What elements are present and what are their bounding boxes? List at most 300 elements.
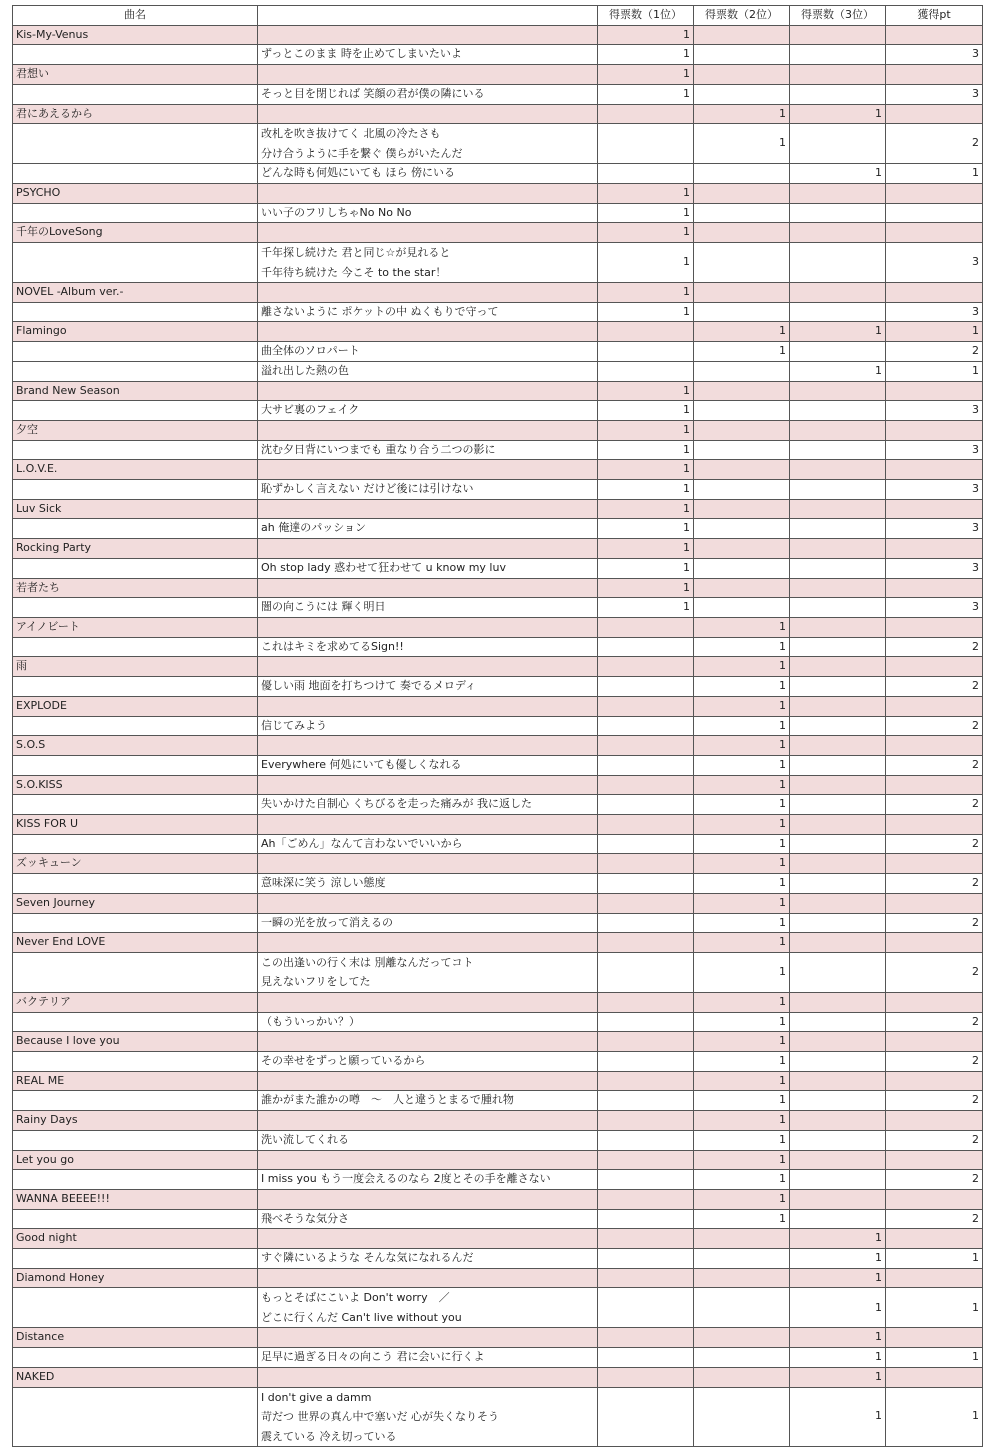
votes-1st-cell[interactable] [598,342,694,362]
song-title-cell[interactable] [13,84,258,104]
votes-1st-cell[interactable]: 1 [598,45,694,65]
votes-2nd-cell[interactable]: 1 [694,1209,790,1229]
votes-1st-cell[interactable] [598,913,694,933]
lyric-cell[interactable] [258,401,598,421]
points-cell[interactable] [886,25,983,45]
votes-2nd-cell[interactable] [694,1328,790,1348]
votes-2nd-cell[interactable]: 1 [694,1170,790,1190]
votes-3rd-cell[interactable]: 1 [790,322,886,342]
lyric-cell[interactable] [258,834,598,854]
points-cell[interactable]: 2 [886,1052,983,1072]
lyric-cell[interactable] [258,933,598,953]
votes-3rd-cell[interactable] [790,480,886,500]
votes-1st-cell[interactable]: 1 [598,519,694,539]
lyric-cell[interactable] [258,795,598,815]
points-cell[interactable]: 1 [886,1288,983,1328]
points-cell[interactable]: 2 [886,124,983,164]
song-title-cell[interactable]: KISS FOR U [13,815,258,835]
votes-3rd-cell[interactable] [790,952,886,992]
points-cell[interactable] [886,381,983,401]
song-title-cell[interactable]: NOVEL -Album ver.- [13,283,258,303]
lyric-cell[interactable] [258,381,598,401]
votes-3rd-cell[interactable] [790,755,886,775]
song-title-cell[interactable] [13,1348,258,1368]
song-title-cell[interactable] [13,795,258,815]
song-title-cell[interactable] [13,1170,258,1190]
votes-1st-cell[interactable] [598,795,694,815]
votes-3rd-cell[interactable] [790,1071,886,1091]
votes-3rd-cell[interactable]: 1 [790,1229,886,1249]
points-cell[interactable]: 2 [886,874,983,894]
song-title-cell[interactable]: L.O.V.E. [13,460,258,480]
votes-2nd-cell[interactable]: 1 [694,992,790,1012]
song-title-cell[interactable] [13,302,258,322]
points-cell[interactable] [886,223,983,243]
song-title-cell[interactable] [13,1091,258,1111]
votes-2nd-cell[interactable]: 1 [694,1052,790,1072]
lyric-cell[interactable] [258,558,598,578]
votes-2nd-cell[interactable]: 1 [694,1189,790,1209]
votes-1st-cell[interactable]: 1 [598,381,694,401]
votes-2nd-cell[interactable] [694,598,790,618]
votes-3rd-cell[interactable] [790,696,886,716]
points-cell[interactable]: 3 [886,45,983,65]
header-points[interactable]: 獲得pt [886,6,983,26]
votes-2nd-cell[interactable] [694,45,790,65]
points-cell[interactable]: 2 [886,342,983,362]
song-title-cell[interactable]: アイノビート [13,617,258,637]
points-cell[interactable] [886,420,983,440]
votes-1st-cell[interactable] [598,1189,694,1209]
votes-3rd-cell[interactable] [790,283,886,303]
votes-2nd-cell[interactable]: 1 [694,775,790,795]
votes-3rd-cell[interactable] [790,716,886,736]
points-cell[interactable] [886,617,983,637]
votes-2nd-cell[interactable]: 1 [694,1071,790,1091]
votes-1st-cell[interactable]: 1 [598,598,694,618]
votes-3rd-cell[interactable] [790,933,886,953]
lyric-cell[interactable] [258,696,598,716]
song-title-cell[interactable]: 若者たち [13,578,258,598]
song-title-cell[interactable]: ズッキューン [13,854,258,874]
votes-2nd-cell[interactable] [694,1367,790,1387]
song-title-cell[interactable] [13,1130,258,1150]
votes-2nd-cell[interactable]: 1 [694,1091,790,1111]
votes-3rd-cell[interactable] [790,657,886,677]
votes-2nd-cell[interactable] [694,519,790,539]
lyric-cell[interactable] [258,1150,598,1170]
song-title-cell[interactable] [13,677,258,697]
votes-3rd-cell[interactable] [790,183,886,203]
votes-2nd-cell[interactable] [694,243,790,283]
votes-1st-cell[interactable] [598,933,694,953]
points-cell[interactable]: 3 [886,243,983,283]
votes-2nd-cell[interactable]: 1 [694,952,790,992]
votes-1st-cell[interactable] [598,1328,694,1348]
votes-2nd-cell[interactable]: 1 [694,322,790,342]
votes-2nd-cell[interactable]: 1 [694,696,790,716]
votes-2nd-cell[interactable] [694,381,790,401]
song-title-cell[interactable]: Because I love you [13,1032,258,1052]
votes-1st-cell[interactable]: 1 [598,420,694,440]
song-title-cell[interactable] [13,203,258,223]
votes-1st-cell[interactable]: 1 [598,558,694,578]
lyric-cell[interactable] [258,440,598,460]
votes-1st-cell[interactable]: 1 [598,578,694,598]
votes-3rd-cell[interactable]: 1 [790,1288,886,1328]
lyric-cell[interactable] [258,361,598,381]
song-title-cell[interactable]: Seven Journey [13,893,258,913]
lyric-cell[interactable] [258,775,598,795]
song-title-cell[interactable] [13,519,258,539]
votes-3rd-cell[interactable]: 1 [790,104,886,124]
song-title-cell[interactable]: Flamingo [13,322,258,342]
points-cell[interactable] [886,1229,983,1249]
votes-3rd-cell[interactable]: 1 [790,1367,886,1387]
votes-1st-cell[interactable] [598,992,694,1012]
lyric-cell[interactable] [258,1052,598,1072]
lyric-cell[interactable] [258,480,598,500]
points-cell[interactable] [886,893,983,913]
header-song-name[interactable]: 曲名 [13,6,258,26]
votes-1st-cell[interactable] [598,657,694,677]
votes-1st-cell[interactable] [598,834,694,854]
song-title-cell[interactable]: S.O.S [13,736,258,756]
votes-1st-cell[interactable] [598,1091,694,1111]
song-title-cell[interactable] [13,45,258,65]
votes-2nd-cell[interactable]: 1 [694,834,790,854]
votes-1st-cell[interactable] [598,1150,694,1170]
votes-2nd-cell[interactable] [694,183,790,203]
song-title-cell[interactable]: 雨 [13,657,258,677]
votes-3rd-cell[interactable] [790,440,886,460]
votes-3rd-cell[interactable] [790,84,886,104]
votes-3rd-cell[interactable] [790,460,886,480]
lyric-cell[interactable] [258,104,598,124]
song-title-cell[interactable] [13,1249,258,1269]
votes-3rd-cell[interactable]: 1 [790,1348,886,1368]
lyric-cell[interactable] [258,657,598,677]
points-cell[interactable]: 2 [886,834,983,854]
song-title-cell[interactable]: EXPLODE [13,696,258,716]
points-cell[interactable] [886,539,983,559]
song-title-cell[interactable]: 君にあえるから [13,104,258,124]
votes-3rd-cell[interactable] [790,834,886,854]
votes-3rd-cell[interactable] [790,65,886,85]
song-title-cell[interactable]: Brand New Season [13,381,258,401]
votes-2nd-cell[interactable]: 1 [694,657,790,677]
votes-3rd-cell[interactable]: 1 [790,1387,886,1447]
votes-3rd-cell[interactable] [790,1091,886,1111]
song-title-cell[interactable] [13,913,258,933]
points-cell[interactable] [886,1189,983,1209]
votes-1st-cell[interactable] [598,755,694,775]
header-votes-3rd[interactable]: 得票数（3位） [790,6,886,26]
points-cell[interactable]: 2 [886,1170,983,1190]
lyric-cell[interactable] [258,539,598,559]
votes-3rd-cell[interactable] [790,342,886,362]
votes-1st-cell[interactable] [598,322,694,342]
points-cell[interactable]: 2 [886,755,983,775]
votes-2nd-cell[interactable]: 1 [694,933,790,953]
votes-3rd-cell[interactable] [790,302,886,322]
lyric-cell[interactable] [258,1328,598,1348]
points-cell[interactable] [886,775,983,795]
votes-2nd-cell[interactable] [694,361,790,381]
lyric-cell[interactable] [258,1071,598,1091]
song-title-cell[interactable]: 君想い [13,65,258,85]
points-cell[interactable] [886,657,983,677]
votes-2nd-cell[interactable]: 1 [694,104,790,124]
votes-3rd-cell[interactable] [790,775,886,795]
votes-3rd-cell[interactable] [790,539,886,559]
votes-1st-cell[interactable] [598,1387,694,1447]
votes-1st-cell[interactable] [598,736,694,756]
points-cell[interactable] [886,65,983,85]
song-title-cell[interactable] [13,598,258,618]
votes-2nd-cell[interactable]: 1 [694,755,790,775]
votes-2nd-cell[interactable] [694,164,790,184]
votes-1st-cell[interactable]: 1 [598,440,694,460]
votes-2nd-cell[interactable]: 1 [694,1032,790,1052]
votes-3rd-cell[interactable]: 1 [790,1268,886,1288]
points-cell[interactable] [886,104,983,124]
votes-2nd-cell[interactable]: 1 [694,1012,790,1032]
song-title-cell[interactable] [13,716,258,736]
points-cell[interactable] [886,1032,983,1052]
votes-1st-cell[interactable] [598,1052,694,1072]
points-cell[interactable] [886,578,983,598]
votes-1st-cell[interactable] [598,854,694,874]
points-cell[interactable]: 2 [886,1130,983,1150]
votes-2nd-cell[interactable] [694,1348,790,1368]
lyric-cell[interactable] [258,183,598,203]
lyric-cell[interactable] [258,1348,598,1368]
votes-1st-cell[interactable] [598,775,694,795]
votes-2nd-cell[interactable] [694,420,790,440]
song-title-cell[interactable] [13,1052,258,1072]
points-cell[interactable] [886,203,983,223]
votes-1st-cell[interactable] [598,617,694,637]
votes-3rd-cell[interactable] [790,1189,886,1209]
votes-1st-cell[interactable]: 1 [598,65,694,85]
votes-2nd-cell[interactable]: 1 [694,1150,790,1170]
lyric-cell[interactable] [258,617,598,637]
votes-1st-cell[interactable] [598,1032,694,1052]
votes-3rd-cell[interactable] [790,1012,886,1032]
votes-3rd-cell[interactable] [790,1052,886,1072]
votes-2nd-cell[interactable] [694,480,790,500]
votes-3rd-cell[interactable]: 1 [790,1249,886,1269]
points-cell[interactable] [886,1150,983,1170]
lyric-cell[interactable] [258,1032,598,1052]
votes-1st-cell[interactable]: 1 [598,401,694,421]
votes-2nd-cell[interactable]: 1 [694,342,790,362]
votes-3rd-cell[interactable]: 1 [790,361,886,381]
votes-3rd-cell[interactable]: 1 [790,164,886,184]
lyric-cell[interactable] [258,243,598,283]
votes-3rd-cell[interactable] [790,1150,886,1170]
song-title-cell[interactable]: Kis-My-Venus [13,25,258,45]
votes-3rd-cell[interactable] [790,815,886,835]
votes-3rd-cell[interactable] [790,203,886,223]
song-title-cell[interactable] [13,834,258,854]
lyric-cell[interactable] [258,913,598,933]
song-title-cell[interactable] [13,637,258,657]
votes-1st-cell[interactable] [598,361,694,381]
lyric-cell[interactable] [258,164,598,184]
votes-3rd-cell[interactable] [790,1130,886,1150]
votes-3rd-cell[interactable] [790,243,886,283]
votes-2nd-cell[interactable] [694,440,790,460]
song-title-cell[interactable]: PSYCHO [13,183,258,203]
points-cell[interactable]: 2 [886,913,983,933]
votes-1st-cell[interactable]: 1 [598,480,694,500]
lyric-cell[interactable] [258,1189,598,1209]
votes-1st-cell[interactable]: 1 [598,460,694,480]
song-title-cell[interactable]: REAL ME [13,1071,258,1091]
lyric-cell[interactable] [258,519,598,539]
song-title-cell[interactable] [13,874,258,894]
votes-2nd-cell[interactable] [694,499,790,519]
votes-1st-cell[interactable]: 1 [598,183,694,203]
song-title-cell[interactable] [13,401,258,421]
votes-3rd-cell[interactable] [790,598,886,618]
lyric-cell[interactable] [258,223,598,243]
header-lyric[interactable] [258,6,598,26]
votes-1st-cell[interactable] [598,952,694,992]
points-cell[interactable] [886,815,983,835]
lyric-cell[interactable] [258,203,598,223]
votes-1st-cell[interactable] [598,1111,694,1131]
song-title-cell[interactable] [13,1288,258,1328]
lyric-cell[interactable] [258,736,598,756]
votes-1st-cell[interactable] [598,815,694,835]
votes-2nd-cell[interactable] [694,1387,790,1447]
votes-3rd-cell[interactable] [790,45,886,65]
lyric-cell[interactable] [258,815,598,835]
lyric-cell[interactable] [258,65,598,85]
votes-1st-cell[interactable] [598,637,694,657]
votes-1st-cell[interactable] [598,164,694,184]
votes-2nd-cell[interactable] [694,223,790,243]
lyric-cell[interactable] [258,342,598,362]
lyric-cell[interactable] [258,637,598,657]
lyric-cell[interactable] [258,1170,598,1190]
votes-3rd-cell[interactable] [790,677,886,697]
points-cell[interactable]: 2 [886,677,983,697]
votes-2nd-cell[interactable]: 1 [694,677,790,697]
votes-2nd-cell[interactable] [694,65,790,85]
votes-2nd-cell[interactable] [694,578,790,598]
votes-2nd-cell[interactable] [694,1249,790,1269]
votes-1st-cell[interactable]: 1 [598,243,694,283]
votes-3rd-cell[interactable] [790,1111,886,1131]
points-cell[interactable] [886,183,983,203]
votes-2nd-cell[interactable]: 1 [694,795,790,815]
votes-3rd-cell[interactable] [790,992,886,1012]
points-cell[interactable]: 1 [886,1348,983,1368]
votes-3rd-cell[interactable] [790,617,886,637]
votes-3rd-cell[interactable]: 1 [790,1328,886,1348]
song-title-cell[interactable]: Let you go [13,1150,258,1170]
points-cell[interactable] [886,460,983,480]
song-title-cell[interactable]: 夕空 [13,420,258,440]
votes-1st-cell[interactable] [598,1130,694,1150]
votes-3rd-cell[interactable] [790,1032,886,1052]
points-cell[interactable]: 3 [886,480,983,500]
song-title-cell[interactable] [13,440,258,460]
votes-3rd-cell[interactable] [790,854,886,874]
votes-3rd-cell[interactable] [790,736,886,756]
points-cell[interactable] [886,933,983,953]
votes-2nd-cell[interactable]: 1 [694,893,790,913]
votes-3rd-cell[interactable] [790,499,886,519]
votes-2nd-cell[interactable] [694,1288,790,1328]
lyric-cell[interactable] [258,420,598,440]
points-cell[interactable]: 3 [886,519,983,539]
points-cell[interactable] [886,1071,983,1091]
votes-2nd-cell[interactable] [694,203,790,223]
song-title-cell[interactable]: S.O.KISS [13,775,258,795]
points-cell[interactable]: 3 [886,401,983,421]
song-title-cell[interactable] [13,1387,258,1447]
song-title-cell[interactable] [13,1012,258,1032]
votes-1st-cell[interactable]: 1 [598,302,694,322]
points-cell[interactable] [886,283,983,303]
votes-3rd-cell[interactable] [790,1209,886,1229]
lyric-cell[interactable] [258,1229,598,1249]
votes-1st-cell[interactable] [598,1367,694,1387]
votes-2nd-cell[interactable] [694,539,790,559]
points-cell[interactable]: 1 [886,1387,983,1447]
lyric-cell[interactable] [258,1209,598,1229]
votes-2nd-cell[interactable] [694,302,790,322]
votes-1st-cell[interactable] [598,677,694,697]
song-title-cell[interactable]: Good night [13,1229,258,1249]
points-cell[interactable] [886,992,983,1012]
lyric-cell[interactable] [258,1367,598,1387]
points-cell[interactable] [886,1268,983,1288]
song-title-cell[interactable] [13,1209,258,1229]
votes-2nd-cell[interactable]: 1 [694,874,790,894]
lyric-cell[interactable] [258,283,598,303]
points-cell[interactable]: 2 [886,952,983,992]
votes-1st-cell[interactable] [598,696,694,716]
song-title-cell[interactable] [13,952,258,992]
votes-2nd-cell[interactable]: 1 [694,815,790,835]
song-title-cell[interactable]: バクテリア [13,992,258,1012]
lyric-cell[interactable] [258,499,598,519]
header-votes-1st[interactable]: 得票数（1位） [598,6,694,26]
song-title-cell[interactable] [13,361,258,381]
lyric-cell[interactable] [258,302,598,322]
votes-3rd-cell[interactable] [790,874,886,894]
votes-2nd-cell[interactable] [694,84,790,104]
votes-3rd-cell[interactable] [790,913,886,933]
votes-1st-cell[interactable]: 1 [598,539,694,559]
votes-2nd-cell[interactable]: 1 [694,124,790,164]
votes-3rd-cell[interactable] [790,381,886,401]
votes-3rd-cell[interactable] [790,25,886,45]
lyric-cell[interactable] [258,124,598,164]
points-cell[interactable]: 3 [886,558,983,578]
votes-1st-cell[interactable] [598,893,694,913]
votes-3rd-cell[interactable] [790,124,886,164]
lyric-cell[interactable] [258,677,598,697]
song-title-cell[interactable]: Distance [13,1328,258,1348]
votes-1st-cell[interactable] [598,716,694,736]
